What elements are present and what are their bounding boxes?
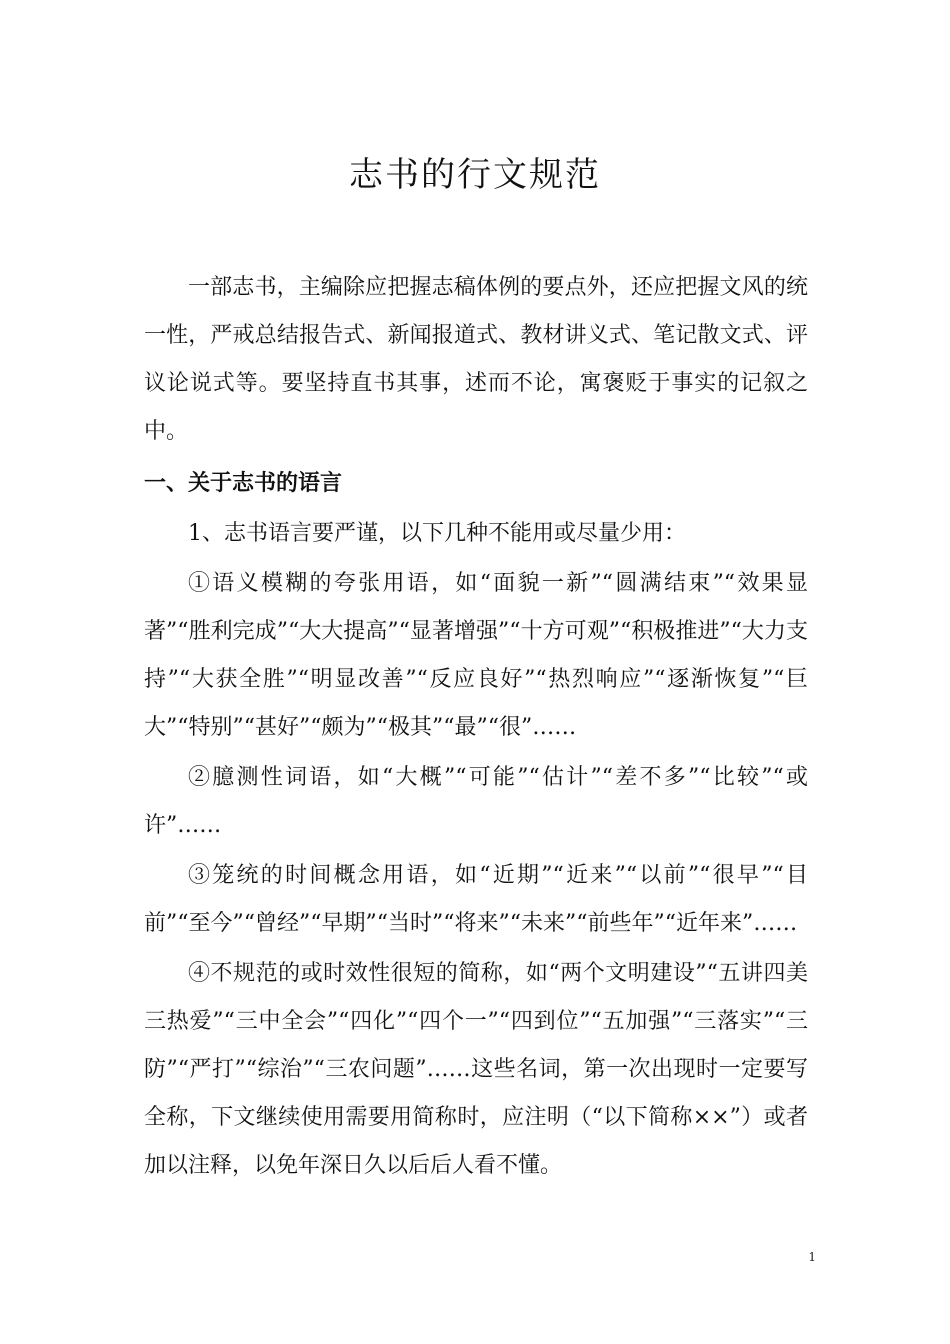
point-speculative-terms: ②臆测性词语，如“大概”“可能”“估计”“差不多”“比较”“或许”…… <box>144 765 808 838</box>
page-title: 志书的行文规范 <box>349 155 601 195</box>
point-vague-terms: ①语义模糊的夸张用语，如“面貌一新”“圆满结束”“效果显著”“胜利完成”“大大提高”“显著增强”“十方可观”“积极推进”“大力支持”“大获全胜”“明显改善”“反应良好”“热烈响应”“逐渐恢复”“巨大”“特别”“甚好”“颇为”“极其”“最”“很”…… <box>144 571 808 740</box>
document-body <box>144 264 808 1190</box>
section-heading: 一、关于志书的语言 <box>144 471 343 496</box>
intro-paragraph: 一部志书，主编除应把握志稿体例的要点外，还应把握文风的统一性，严戒总结报告式、新闻报道式、教材讲义式、笔记散文式、评议论说式等。要坚持直书其事，述而不论，寓褒贬于事实的记叙之中。 <box>144 275 808 444</box>
page-number: 1 <box>808 1250 816 1264</box>
item-paragraph: 1、志书语言要严谨，以下几种不能用或尽量少用： <box>188 521 686 546</box>
point-vague-time-terms: ③笼统的时间概念用语，如“近期”“近来”“以前”“很早”“目前”“至今”“曾经”“早期”“当时”“将来”“未来”“前些年”“近年来”…… <box>144 863 808 936</box>
point-abbreviations: ④不规范的或时效性很短的简称，如“两个文明建设”“五讲四美三热爱”“三中全会”“四化”“四个一”“四到位”“五加强”“三落实”“三防”“严打”“综治”“三农问题”……这些名词，第一次出现时一定要写全称，下文继续使用需要用简称时，应注明（“以下简称××”）或者加以注释，以免年深日久以后后人看不懂。 <box>144 961 808 1178</box>
